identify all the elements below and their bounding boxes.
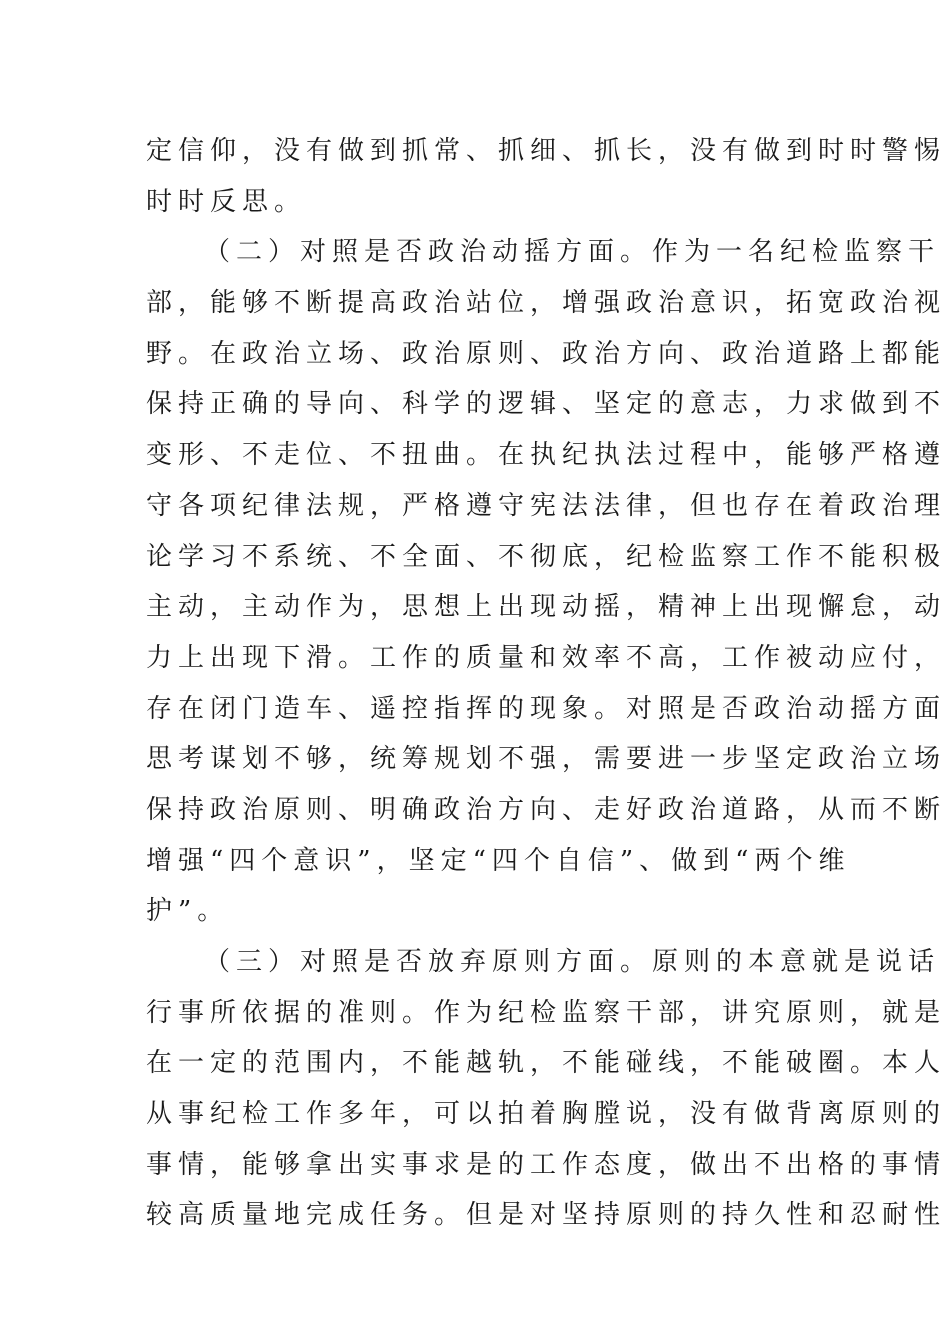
text-line: 变形、不走位、不扭曲。在执纪执法过程中，能够严格遵 bbox=[146, 440, 947, 471]
section-heading-line: （二）对照是否政治动摇方面。作为一名纪检监察干 bbox=[204, 237, 941, 268]
text-line: 存在闭门造车、遥控指挥的现象。对照是否政治动摇方面 bbox=[146, 693, 947, 724]
section-heading-line: （三）对照是否放弃原则方面。原则的本意就是说话 bbox=[204, 947, 941, 977]
text-line: 从事纪检工作多年，可以拍着胸膛说，没有做背离原则的 bbox=[146, 1099, 947, 1130]
text-line: 野。在政治立场、政治原则、政治方向、政治道路上都能 bbox=[146, 338, 947, 369]
text-line: 较高质量地完成任务。但是对坚持原则的持久性和忍耐性 bbox=[146, 1200, 947, 1231]
text-line: 在一定的范围内，不能越轨，不能碰线，不能破圈。本人 bbox=[146, 1048, 947, 1079]
text-line: 行事所依据的准则。作为纪检监察干部，讲究原则，就是 bbox=[146, 997, 947, 1028]
text-line: 部，能够不断提高政治站位，增强政治意识，拓宽政治视 bbox=[146, 288, 947, 319]
text-line: 思考谋划不够，统筹规划不强，需要进一步坚定政治立场 bbox=[146, 744, 947, 775]
text-line: 保持政治原则、明确政治方向、走好政治道路，从而不断 bbox=[146, 794, 947, 825]
text-line: 保持正确的导向、科学的逻辑、坚定的意志，力求做到不 bbox=[146, 389, 947, 420]
body-text bbox=[146, 126, 947, 1241]
text-line: 定信仰，没有做到抓常、抓细、抓长，没有做到时时警惕 bbox=[146, 136, 947, 166]
text-line: 力上出现下滑。工作的质量和效率不高，工作被动应付， bbox=[146, 642, 947, 673]
text-line: 守各项纪律法规，严格遵守宪法法律，但也存在着政治理 bbox=[146, 490, 947, 521]
text-line: 主动，主动作为，思想上出现动摇，精神上出现懈怠，动 bbox=[146, 592, 947, 623]
text-line: 论学习不系统、不全面、不彻底，纪检监察工作不能积极 bbox=[146, 541, 947, 572]
text-line: 护”。 bbox=[146, 896, 230, 927]
text-line: 时时反思。 bbox=[146, 186, 307, 217]
text-line: 增强“四个意识”，坚定“四个自信”、做到“两个维 bbox=[146, 845, 851, 876]
text-line: 事情，能够拿出实事求是的工作态度，做出不出格的事情 bbox=[146, 1149, 947, 1180]
